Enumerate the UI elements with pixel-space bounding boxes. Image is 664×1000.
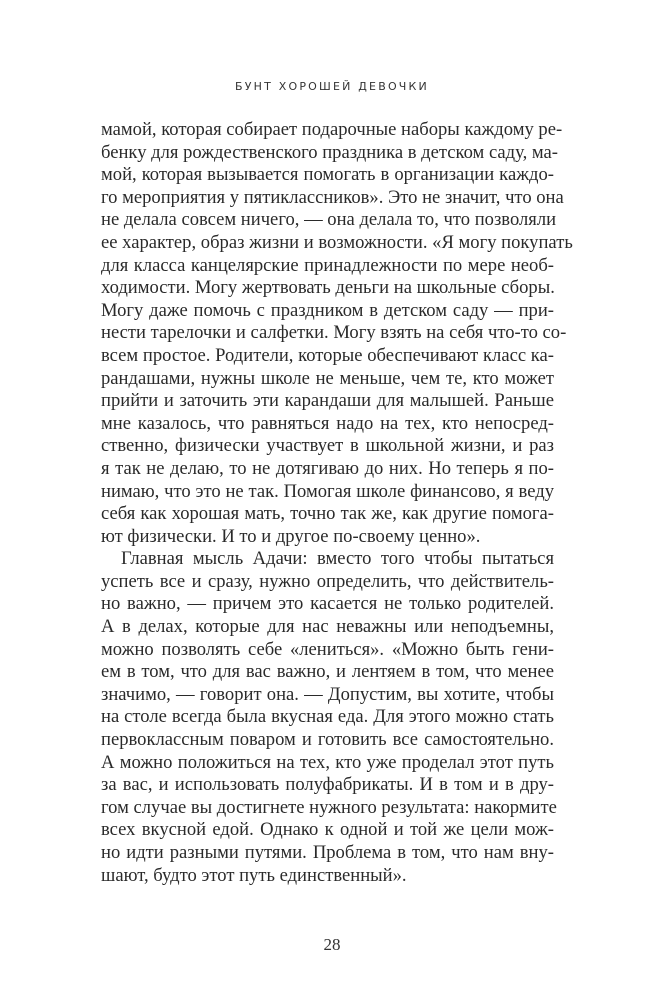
text-line: на столе всегда была вкусная еда. Для этого можно стать <box>101 706 554 728</box>
text-line: Главная мысль Адачи: вместо того чтобы пытаться <box>121 548 554 570</box>
paragraph <box>101 548 557 887</box>
paragraph <box>101 119 573 548</box>
text-line: А в делах, которые для нас неважны или неподъемны, <box>101 616 554 638</box>
text-line: успеть все и сразу, нужно определить, что действитель- <box>101 570 554 592</box>
text-line: мне казалось, что равняться надо на тех, кто непосред- <box>101 412 554 434</box>
text-line: не делала совсем ничего, — она делала то, что позволяли <box>101 209 557 231</box>
body-text <box>101 119 573 887</box>
text-line: я так не делаю, то не дотягиваю до них. Но теперь я по- <box>101 457 554 479</box>
page-number: 28 <box>323 935 341 954</box>
text-line: за вас, и использовать полуфабрикаты. И в том и в дру- <box>101 774 554 796</box>
text-line: гом случае вы достигнете нужного результата: накормите <box>101 796 557 818</box>
text-line: ее характер, образ жизни и возможности. «Я могу покупать <box>101 231 573 253</box>
text-line: Могу даже помочь с праздником в детском саду — при- <box>101 299 554 321</box>
text-line: прийти и заточить эти карандаши для малышей. Раньше <box>101 390 554 412</box>
text-line: шают, будто этот путь единственный». <box>101 864 407 886</box>
text-line: рандашами, нужны школе не меньше, чем те, кто может <box>101 367 554 389</box>
text-line: ходимости. Могу жертвовать деньги на школьные сборы. <box>101 277 555 299</box>
text-line: мой, которая вызывается помогать в организации каждо- <box>101 164 554 186</box>
text-line: для класса канцелярские принадлежности по мере необ- <box>101 254 554 276</box>
text-line: ют физически. И то и другое по-своему ценно». <box>101 525 481 547</box>
text-line: но идти разными путями. Проблема в том, что нам вну- <box>101 842 554 863</box>
text-line: А можно положиться на тех, кто уже проделал этот путь <box>101 751 554 773</box>
text-line: мамой, которая собирает подарочные наборы каждому ре- <box>101 119 563 140</box>
text-line: ем в том, что для вас важно, и лентяем в том, что менее <box>101 661 554 683</box>
text-line: ственно, физически участвует в школьной жизни, и раз <box>101 435 554 457</box>
text-line: себя как хорошая мать, точно так же, как другие помога- <box>101 503 554 525</box>
text-line: но важно, — причем это касается не только родителей. <box>101 593 554 615</box>
text-line: всех вкусной едой. Однако к одной и той же цели мож- <box>101 819 554 841</box>
running-head: БУНТ ХОРОШЕЙ ДЕВОЧКИ <box>235 80 429 93</box>
text-line: первоклассным поваром и готовить все самостоятельно. <box>101 729 554 751</box>
text-line: можно позволять себе «лениться». «Можно быть гени- <box>101 638 554 660</box>
text-line: нести тарелочки и салфетки. Могу взять на себя что-то со- <box>101 322 567 344</box>
text-line: всем простое. Родители, которые обеспечивают класс ка- <box>101 344 554 366</box>
text-line: го мероприятия у пятиклассников». Это не значит, что она <box>101 186 564 208</box>
text-line: значимо, — говорит она. — Допустим, вы хотите, чтобы <box>101 683 554 705</box>
text-line: нимаю, что это не так. Помогая школе финансово, я веду <box>101 480 554 502</box>
text-line: бенку для рождественского праздника в детском саду, ма- <box>101 141 558 163</box>
